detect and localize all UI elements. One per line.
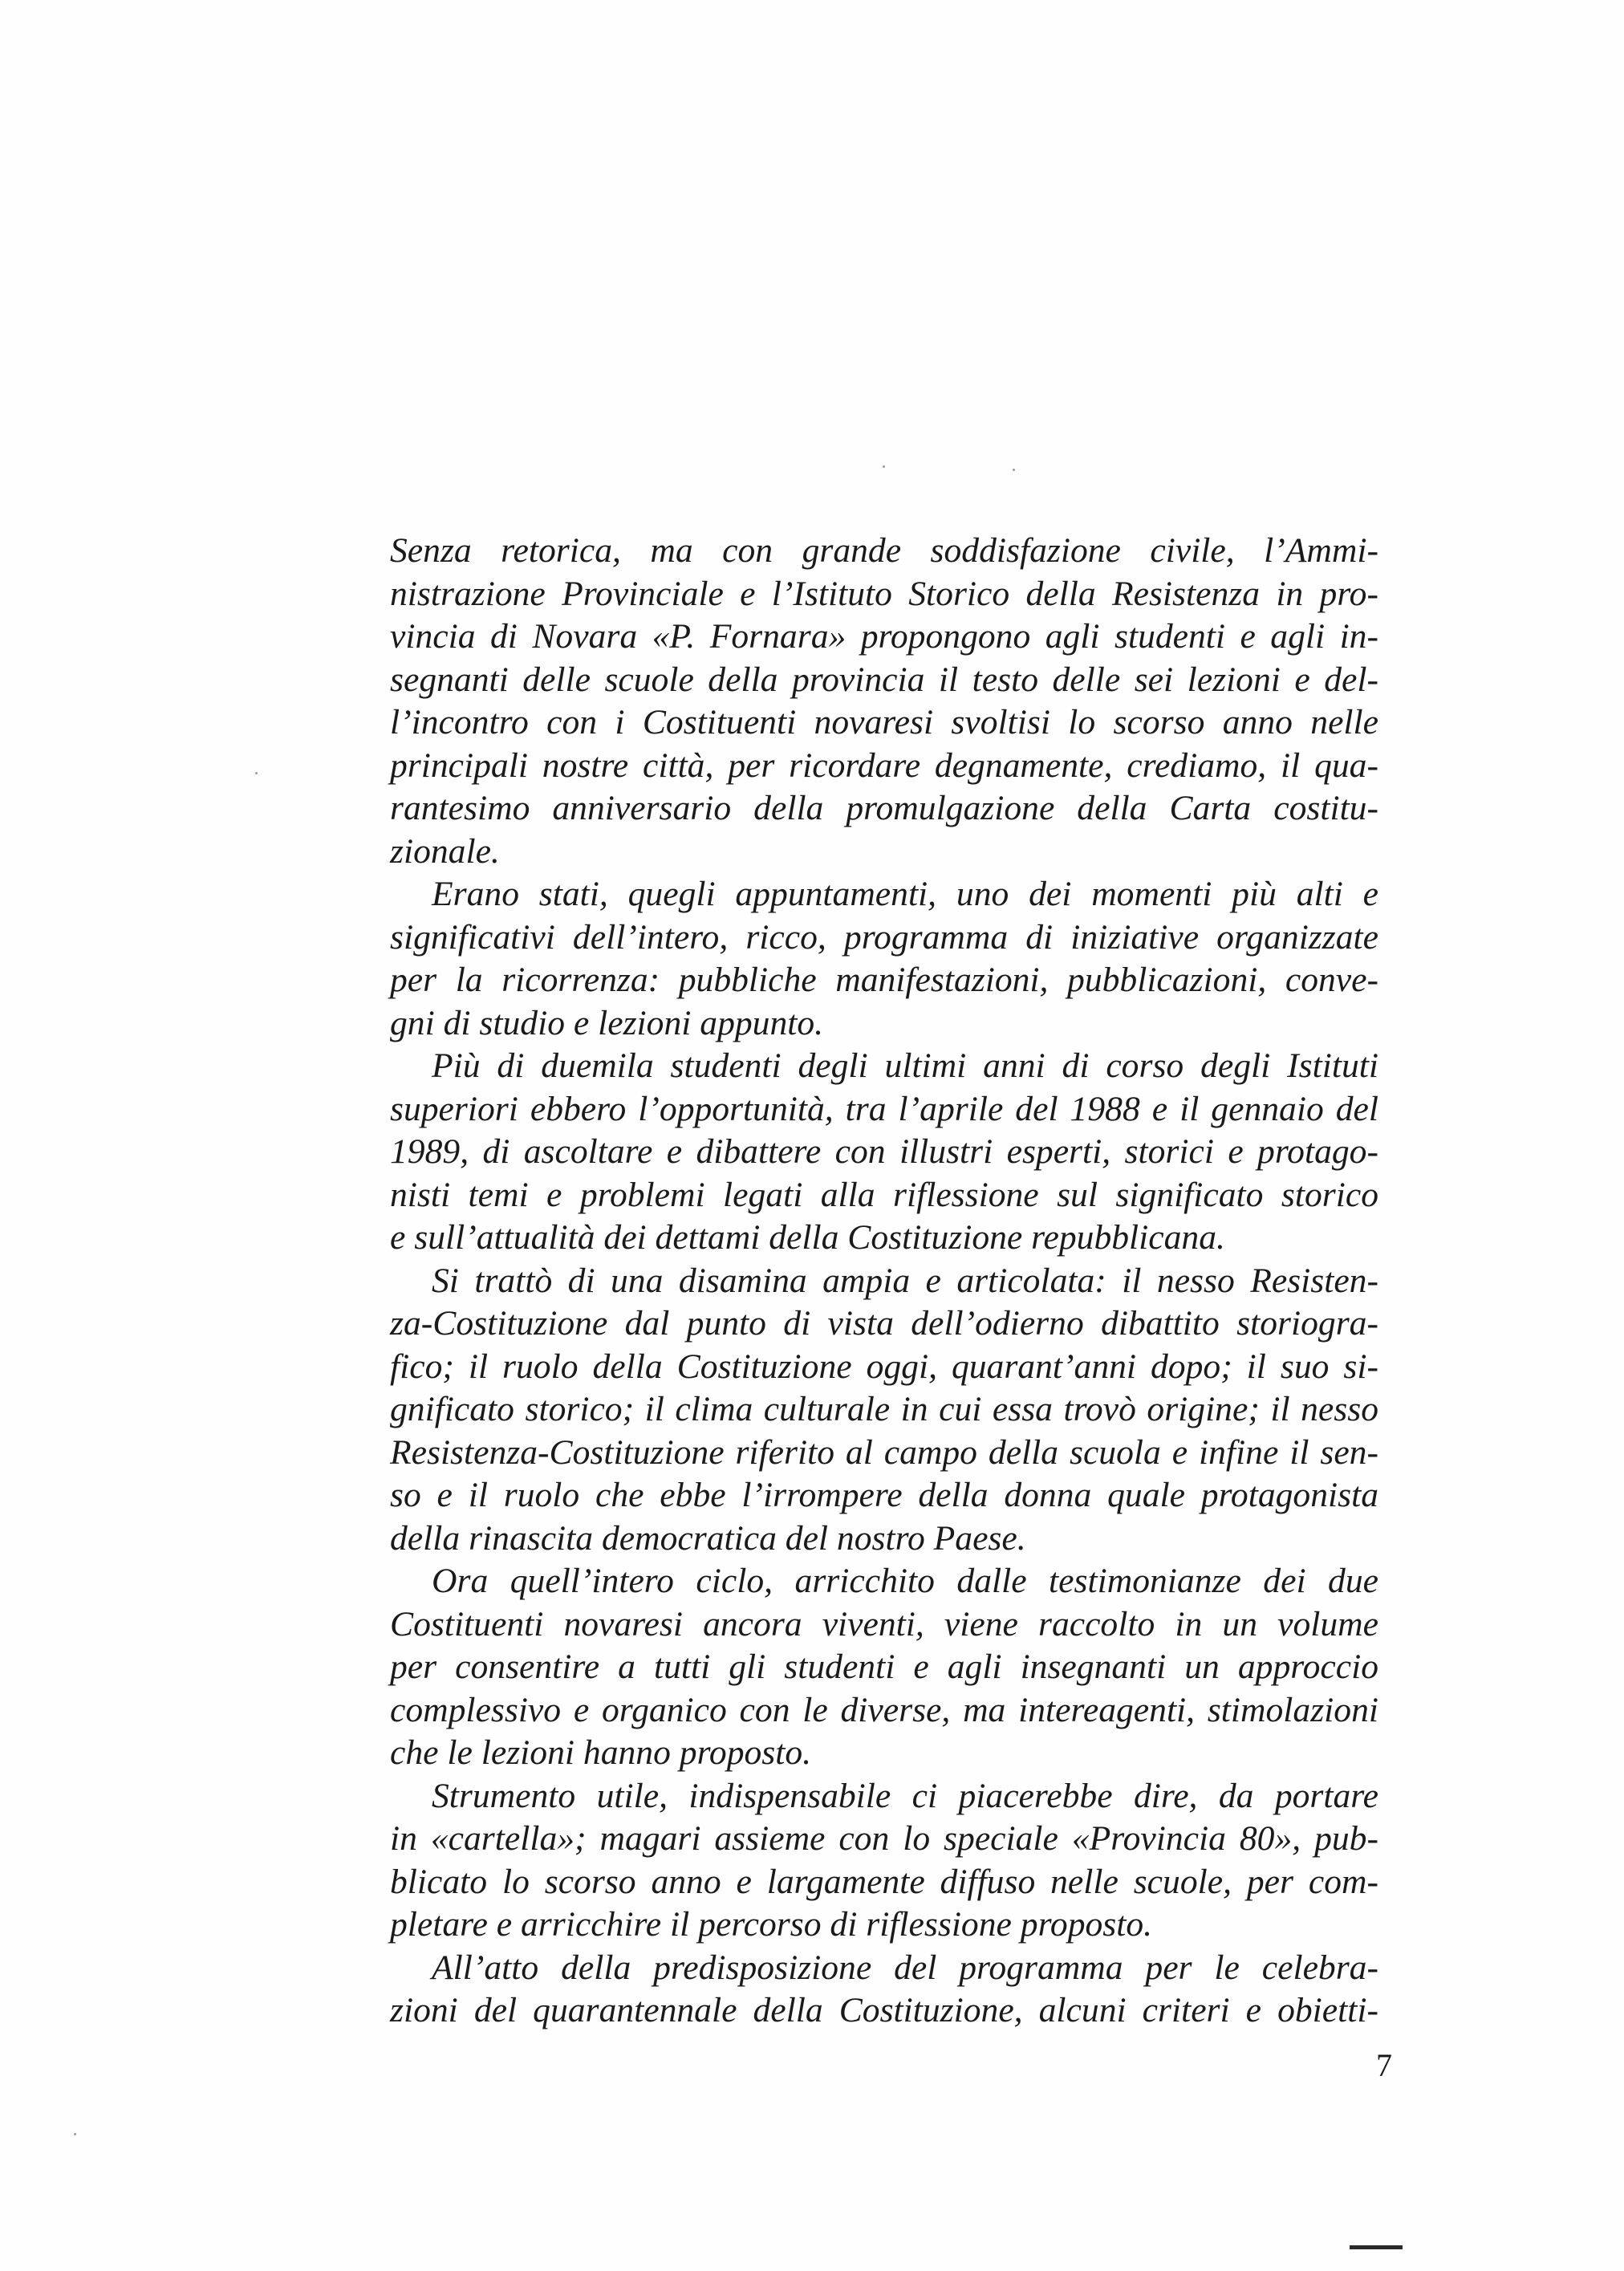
- text-line: principali nostre città, per ricordare degnamente, crediamo, il qua-: [390, 745, 1378, 785]
- text-line: complessivo e organico con le diverse, ma intereagenti, stimolazioni: [390, 1690, 1378, 1729]
- text-line: per consentire a tutti gli studenti e agli insegnanti un approccio: [390, 1647, 1378, 1686]
- text-line: zionale.: [390, 831, 500, 871]
- paragraph: [390, 873, 1378, 1045]
- text-line: significativi dell’intero, ricco, programma di iniziative organizzate: [390, 917, 1378, 957]
- body-text: [390, 530, 1378, 2033]
- text-line: fico; il ruolo della Costituzione oggi, quarant’anni dopo; il suo si-: [390, 1347, 1378, 1386]
- text-line: l’incontro con i Costituenti novaresi svoltisi lo scorso anno nelle: [390, 703, 1378, 741]
- scan-speck: [74, 2133, 76, 2135]
- text-line: All’atto della predisposizione del programma per le celebra-: [432, 1948, 1378, 1987]
- text-line: che le lezioni hanno proposto.: [390, 1733, 812, 1772]
- text-line: Si trattò di una disamina ampia e articolata: il nesso Resisten-: [432, 1261, 1378, 1300]
- page-number: 7: [1376, 2047, 1392, 2083]
- text-line: in «cartella»; magari assieme con lo speciale «Provincia 80», pub-: [390, 1819, 1378, 1858]
- text-line: Senza retorica, ma con grande soddisfazione civile, l’Ammi-: [390, 531, 1378, 570]
- text-line: gnificato storico; il clima culturale in cui essa trovò origine; il nesso: [390, 1390, 1378, 1428]
- text-line: e sull’attualità dei dettami della Costituzione repubblicana.: [390, 1218, 1225, 1257]
- scan-speck: [883, 465, 885, 468]
- scan-speck: [1013, 469, 1015, 471]
- text-line: za-Costituzione dal punto di vista dell’odierno dibattito storiogra-: [390, 1304, 1378, 1343]
- text-line: Più di duemila studenti degli ultimi anni di corso degli Istituti: [432, 1046, 1378, 1085]
- paragraph: [390, 530, 1378, 873]
- scan-speck: [255, 772, 258, 774]
- text-line: Strumento utile, indispensabile ci piacerebbe dire, da portare: [432, 1776, 1378, 1815]
- text-line: vincia di Novara «P. Fornara» propongono agli studenti e agli in-: [390, 617, 1378, 656]
- text-line: Costituenti novaresi ancora viventi, viene raccolto in un volume: [390, 1604, 1378, 1643]
- paragraph: [390, 1775, 1378, 1947]
- text-line: della rinascita democratica del nostro Paese.: [390, 1518, 1026, 1558]
- text-line: pletare e arricchire il percorso di riflessione proposto.: [390, 1905, 1153, 1944]
- text-line: nisti temi e problemi legati alla riflessione sul significato storico: [390, 1175, 1378, 1214]
- text-line: gni di studio e lezioni appunto.: [390, 1003, 824, 1042]
- text-line: Ora quell’intero ciclo, arricchito dalle testimonianze dei due: [432, 1562, 1378, 1600]
- paragraph: [390, 1045, 1378, 1260]
- text-line: 1989, di ascoltare e dibattere con illustri esperti, storici e protago-: [390, 1132, 1378, 1171]
- text-line: superiori ebbero l’opportunità, tra l’aprile del 1988 e il gennaio del: [390, 1089, 1378, 1128]
- text-line: Resistenza-Costituzione riferito al campo della scuola e infine il sen-: [390, 1432, 1378, 1472]
- text-line: segnanti delle scuole della provincia il testo delle sei lezioni e del-: [390, 660, 1378, 699]
- text-line: zioni del quarantennale della Costituzione, alcuni criteri e obietti-: [390, 1991, 1378, 2029]
- text-line: blicato lo scorso anno e largamente diffuso nelle scuole, per com-: [390, 1862, 1378, 1901]
- paragraph: [390, 1947, 1378, 2033]
- text-line: per la ricorrenza: pubbliche manifestazioni, pubblicazioni, conve-: [390, 961, 1378, 999]
- text-line: rantesimo anniversario della promulgazione della Carta costitu-: [390, 789, 1378, 827]
- text-line: nistrazione Provinciale e l’Istituto Storico della Resistenza in pro-: [390, 574, 1378, 613]
- corner-rule: [1350, 2245, 1403, 2249]
- paragraph: [390, 1560, 1378, 1775]
- text-line: Erano stati, quegli appuntamenti, uno dei momenti più alti e: [432, 875, 1378, 913]
- text-line: so e il ruolo che ebbe l’irrompere della donna quale protagonista: [390, 1476, 1378, 1514]
- paragraph: [390, 1260, 1378, 1561]
